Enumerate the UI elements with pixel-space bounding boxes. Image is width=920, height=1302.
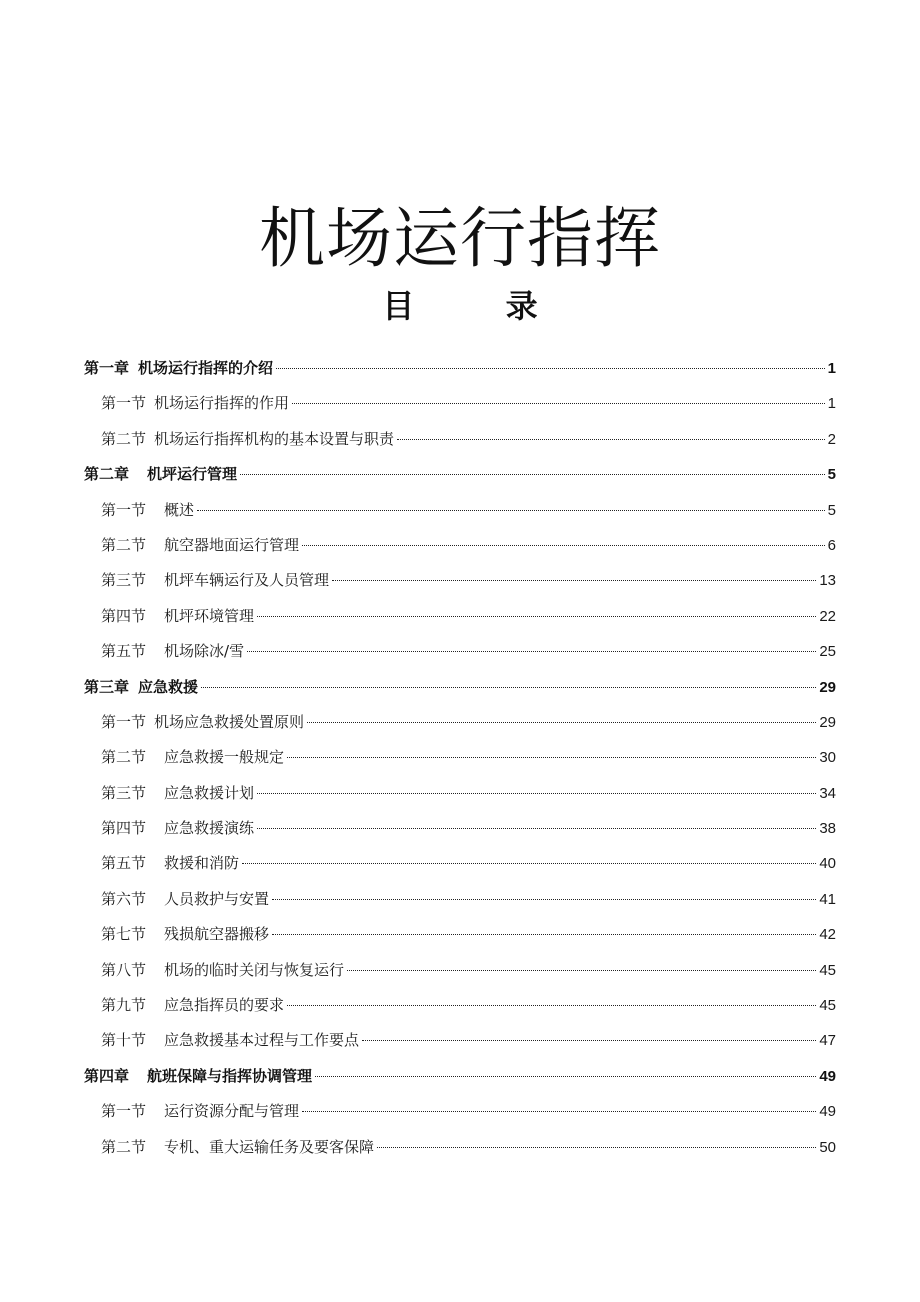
toc-page-number: 40	[819, 855, 836, 873]
toc-entry-number: 第三章	[84, 677, 130, 696]
toc-section-entry[interactable]	[84, 599, 836, 634]
toc-section-entry[interactable]	[84, 740, 836, 775]
toc-dot-leader	[362, 1040, 816, 1041]
toc-entry-label	[101, 422, 394, 457]
toc-entry-title: 机场应急救援处置原则	[154, 712, 305, 731]
toc-entry-title: 机坪运行管理	[147, 465, 238, 484]
toc-section-entry[interactable]	[84, 811, 836, 846]
toc-entry-title: 机场运行指挥的作用	[154, 394, 290, 413]
toc-entry-title: 机场运行指挥机构的基本设置与职责	[154, 429, 395, 448]
toc-dot-leader	[257, 828, 816, 829]
document-title: 机场运行指挥	[259, 200, 661, 278]
toc-chapter-entry[interactable]	[84, 351, 836, 386]
toc-page-number: 5	[827, 466, 836, 484]
toc-entry-number: 第四节	[101, 819, 147, 838]
toc-entry-label	[101, 1023, 359, 1058]
toc-dot-leader	[292, 403, 825, 404]
toc-dot-leader	[307, 722, 816, 723]
toc-entry-label	[101, 1130, 374, 1165]
toc-entry-number: 第六节	[101, 889, 147, 908]
toc-section-entry[interactable]	[84, 953, 836, 988]
toc-entry-title: 应急指挥员的要求	[164, 996, 285, 1015]
toc-section-entry[interactable]	[84, 386, 836, 421]
toc-entry-label	[101, 953, 344, 988]
toc-page-number: 22	[819, 607, 836, 625]
toc-page-number: 49	[819, 1067, 836, 1085]
toc-entry-number: 第四节	[101, 606, 147, 625]
toc-heading: 目 录	[382, 287, 578, 325]
toc-page-number: 29	[819, 713, 836, 731]
toc-page-number: 50	[819, 1138, 836, 1156]
toc-entry-label	[101, 776, 254, 811]
toc-dot-leader	[332, 580, 816, 581]
toc-entry-title: 机坪车辆运行及人员管理	[164, 571, 330, 590]
toc-section-entry[interactable]	[84, 634, 836, 669]
toc-entry-number: 第三节	[101, 571, 147, 590]
toc-entry-label	[101, 1094, 299, 1129]
toc-section-entry[interactable]	[84, 988, 836, 1023]
toc-entry-label	[84, 351, 273, 386]
toc-entry-number: 第九节	[101, 996, 147, 1015]
toc-dot-leader	[302, 545, 825, 546]
toc-entry-label	[84, 670, 198, 705]
toc-section-entry[interactable]	[84, 1130, 836, 1165]
toc-entry-number: 第一章	[84, 359, 130, 377]
toc-entry-title: 应急救援演练	[164, 819, 255, 838]
toc-entry-title: 残损航空器搬移	[164, 925, 270, 944]
toc-entry-number: 第一节	[101, 394, 147, 413]
toc-entry-label	[101, 705, 304, 740]
toc-dot-leader	[197, 510, 825, 511]
toc-entry-label	[101, 811, 254, 846]
toc-page-number: 5	[827, 501, 836, 519]
toc-entry-title: 专机、重大运输任务及要客保障	[164, 1137, 375, 1156]
toc-entry-label	[101, 386, 289, 421]
toc-entry-label	[101, 563, 329, 598]
toc-entry-number: 第一节	[101, 500, 147, 519]
toc-entry-label	[101, 988, 284, 1023]
toc-dot-leader	[302, 1111, 816, 1112]
toc-entry-title: 机场除冰/雪	[164, 642, 245, 661]
toc-page-number: 1	[827, 360, 836, 377]
toc-page-number: 30	[819, 749, 836, 767]
table-of-contents	[84, 351, 836, 1165]
toc-chapter-entry[interactable]	[84, 1059, 836, 1094]
toc-entry-number: 第八节	[101, 960, 147, 979]
toc-section-entry[interactable]	[84, 882, 836, 917]
toc-page-number: 41	[819, 890, 836, 908]
toc-page-number: 38	[819, 820, 836, 838]
toc-page-number: 13	[819, 572, 836, 590]
toc-dot-leader	[242, 863, 816, 864]
toc-entry-label	[101, 528, 299, 563]
toc-section-entry[interactable]	[84, 493, 836, 528]
toc-entry-title: 概述	[164, 500, 195, 519]
toc-page-number: 1	[827, 395, 836, 413]
toc-dot-leader	[287, 757, 816, 758]
toc-section-entry[interactable]	[84, 776, 836, 811]
toc-dot-leader	[240, 474, 825, 475]
toc-dot-leader	[257, 793, 816, 794]
toc-entry-label	[101, 493, 194, 528]
toc-entry-label	[84, 1059, 312, 1094]
toc-entry-title: 应急救援一般规定	[164, 748, 285, 767]
toc-entry-number: 第七节	[101, 925, 147, 944]
toc-page-number: 45	[819, 961, 836, 979]
toc-dot-leader	[272, 899, 816, 900]
toc-entry-title: 机场的临时关闭与恢复运行	[164, 960, 345, 979]
toc-section-entry[interactable]	[84, 563, 836, 598]
toc-dot-leader	[276, 368, 825, 369]
toc-entry-label	[101, 846, 239, 881]
toc-entry-title: 机坪环境管理	[164, 606, 255, 625]
toc-dot-leader	[201, 687, 816, 688]
toc-section-entry[interactable]	[84, 846, 836, 881]
toc-entry-title: 人员救护与安置	[164, 889, 270, 908]
toc-page-number: 45	[819, 997, 836, 1015]
toc-entry-title: 应急救援	[138, 677, 199, 696]
toc-entry-label	[101, 634, 244, 669]
toc-entry-number: 第四章	[84, 1066, 130, 1085]
toc-page-number: 49	[819, 1103, 836, 1121]
toc-dot-leader	[247, 651, 816, 652]
toc-section-entry[interactable]	[84, 1023, 836, 1058]
toc-dot-leader	[377, 1147, 816, 1148]
toc-entry-number: 第五节	[101, 642, 147, 661]
toc-entry-number: 第三节	[101, 783, 147, 802]
toc-entry-title: 航班保障与指挥协调管理	[147, 1066, 313, 1085]
toc-entry-number: 第一节	[101, 1102, 147, 1121]
toc-dot-leader	[287, 1005, 816, 1006]
toc-section-entry[interactable]	[84, 1094, 836, 1129]
toc-page-number: 25	[819, 643, 836, 661]
toc-entry-title: 机场运行指挥的介绍	[138, 359, 274, 377]
toc-entry-title: 应急救援计划	[164, 783, 255, 802]
toc-section-entry[interactable]	[84, 528, 836, 563]
toc-dot-leader	[347, 970, 816, 971]
toc-dot-leader	[272, 934, 816, 935]
toc-entry-number: 第二节	[101, 429, 147, 448]
toc-entry-title: 运行资源分配与管理	[164, 1102, 300, 1121]
toc-entry-number: 第一节	[101, 712, 147, 731]
toc-entry-number: 第二章	[84, 465, 130, 484]
toc-section-entry[interactable]	[84, 917, 836, 952]
toc-page-number: 34	[819, 784, 836, 802]
toc-chapter-entry[interactable]	[84, 457, 836, 492]
toc-entry-label	[101, 917, 269, 952]
toc-entry-number: 第二节	[101, 748, 147, 767]
toc-entry-title: 航空器地面运行管理	[164, 535, 300, 554]
toc-chapter-entry[interactable]	[84, 670, 836, 705]
toc-page-number: 29	[819, 678, 836, 696]
toc-dot-leader	[397, 439, 825, 440]
toc-page-number: 6	[827, 536, 836, 554]
toc-page-number: 2	[827, 430, 836, 448]
toc-page-number: 42	[819, 926, 836, 944]
toc-dot-leader	[257, 616, 816, 617]
toc-entry-label	[84, 457, 237, 492]
toc-entry-number: 第二节	[101, 1137, 147, 1156]
toc-section-entry[interactable]	[84, 705, 836, 740]
toc-page-number: 47	[819, 1032, 836, 1050]
toc-dot-leader	[315, 1076, 816, 1077]
toc-section-entry[interactable]	[84, 422, 836, 457]
toc-entry-title: 应急救援基本过程与工作要点	[164, 1031, 360, 1050]
toc-entry-label	[101, 740, 284, 775]
toc-entry-title: 救援和消防	[164, 854, 240, 873]
toc-entry-label	[101, 882, 269, 917]
toc-entry-label	[101, 599, 254, 634]
toc-entry-number: 第五节	[101, 854, 147, 873]
toc-entry-number: 第二节	[101, 535, 147, 554]
toc-entry-number: 第十节	[101, 1031, 147, 1050]
